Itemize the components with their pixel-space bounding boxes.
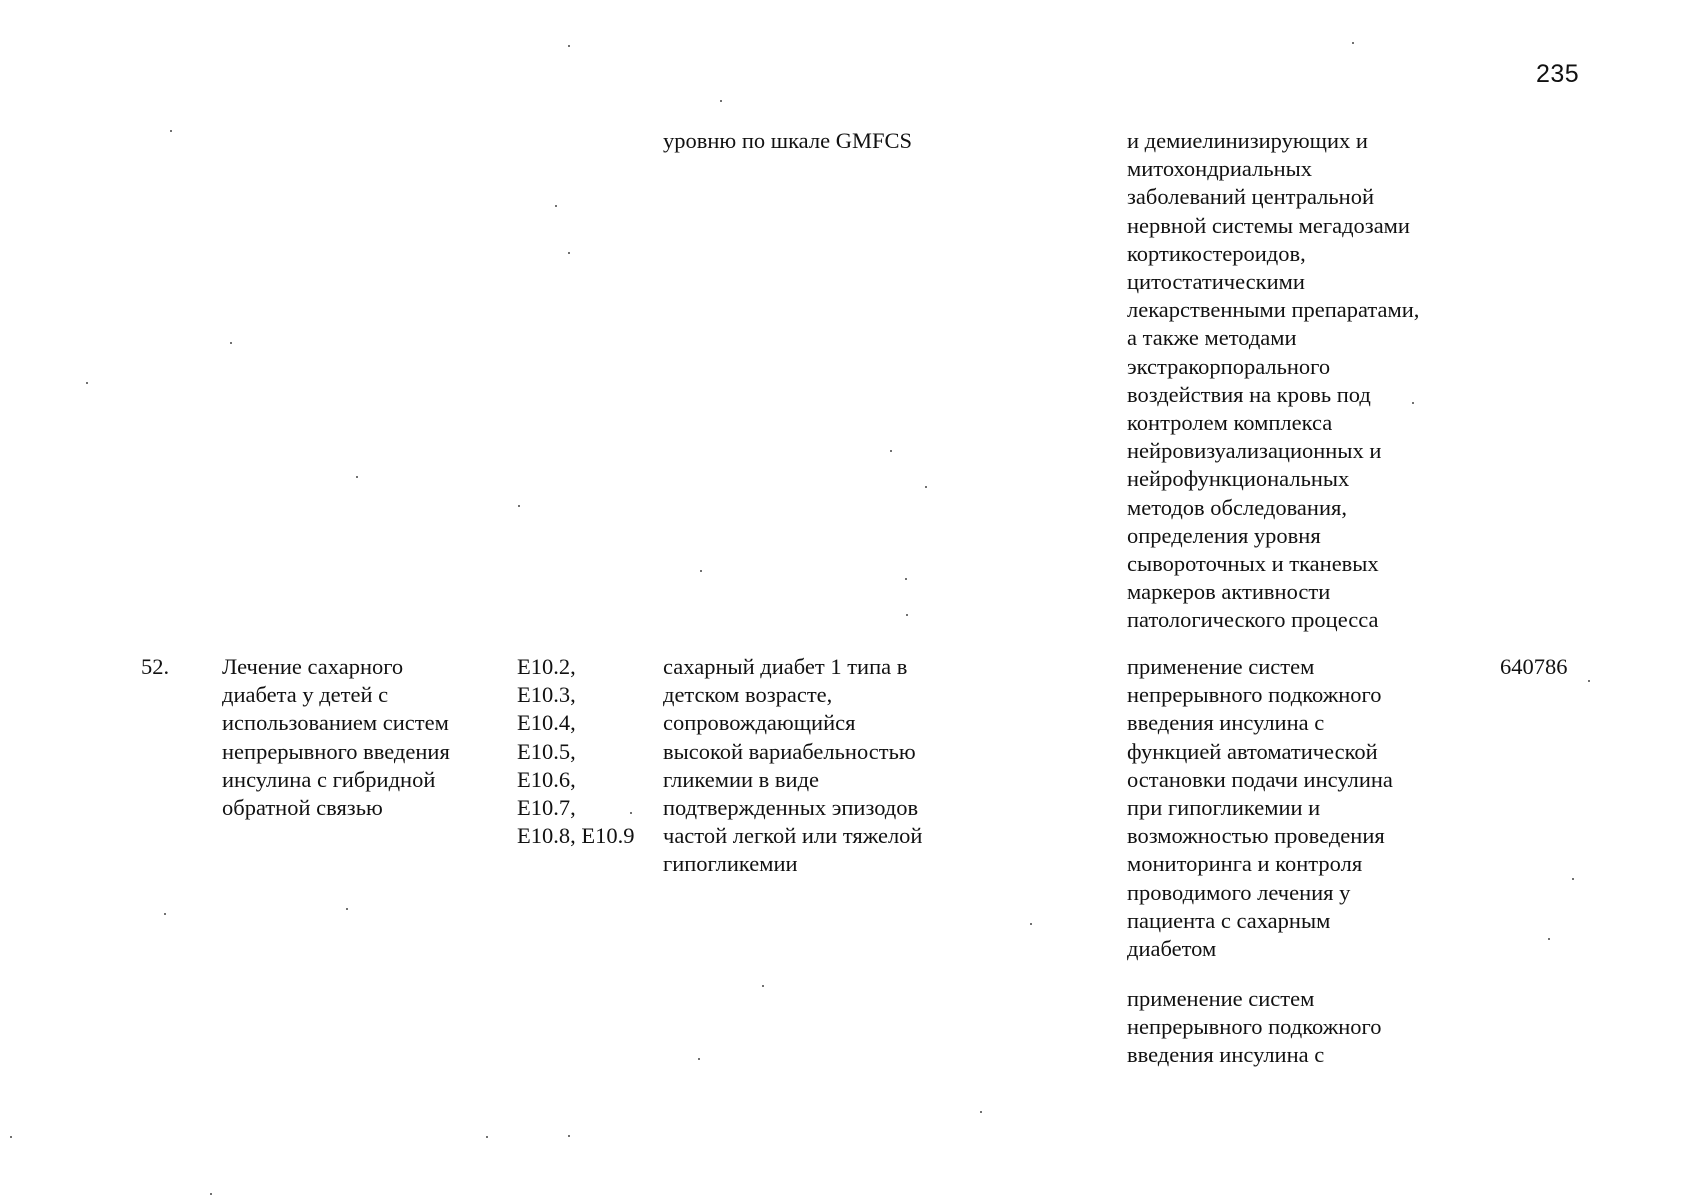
text-line: применение систем bbox=[1127, 654, 1315, 679]
text-line: обратной связью bbox=[222, 795, 383, 821]
text-line: экстракорпорального bbox=[1127, 353, 1331, 379]
text-line: заболеваний центральной bbox=[1127, 184, 1374, 210]
text-line: E10.7, bbox=[517, 795, 576, 821]
scan-speck bbox=[164, 913, 166, 915]
text-line: нервной системы мегадозами bbox=[1127, 212, 1410, 238]
scan-speck bbox=[698, 1058, 700, 1060]
scan-speck bbox=[1352, 42, 1354, 44]
scan-speck bbox=[346, 908, 348, 910]
text-line: методов обследования, bbox=[1127, 494, 1347, 520]
text-line: детском возрасте, bbox=[663, 682, 833, 708]
text-line: и демиелинизирующих и bbox=[1127, 128, 1368, 153]
text-line: диабетом bbox=[1127, 936, 1217, 962]
scan-speck bbox=[700, 570, 702, 572]
text-line: высокой вариабельностью bbox=[663, 738, 916, 764]
text-line: введения инсулина с bbox=[1127, 1042, 1325, 1068]
text-line: патологического процесса bbox=[1127, 607, 1379, 633]
scan-speck bbox=[925, 486, 927, 488]
text-line: непрерывного подкожного bbox=[1127, 682, 1382, 708]
text-line: маркеров активности bbox=[1127, 579, 1331, 605]
scan-speck bbox=[555, 205, 557, 207]
text-line: E10.2, bbox=[517, 654, 576, 679]
text-line: использованием систем bbox=[222, 710, 449, 736]
text-line: E10.6, bbox=[517, 766, 576, 792]
scan-speck bbox=[720, 100, 722, 102]
text-line: Лечение сахарного bbox=[222, 654, 404, 679]
text-line: нейровизуализационных и bbox=[1127, 438, 1382, 464]
page-number: 235 bbox=[1536, 60, 1580, 88]
text-line: мониторинга и контроля bbox=[1127, 851, 1363, 877]
row-patient-model bbox=[663, 653, 922, 879]
text-line: сопровождающийся bbox=[663, 710, 856, 736]
scan-speck bbox=[890, 450, 892, 452]
text-line: проводимого лечения у bbox=[1127, 879, 1351, 905]
text-line: E10.4, bbox=[517, 710, 576, 736]
text-line: непрерывного подкожного bbox=[1127, 1014, 1382, 1040]
text-line: частой легкой или тяжелой bbox=[663, 823, 923, 849]
scan-speck bbox=[1030, 923, 1032, 925]
text-line: сывороточных и тканевых bbox=[1127, 551, 1379, 577]
scan-speck bbox=[630, 812, 632, 814]
text-line: гипогликемии bbox=[663, 851, 798, 877]
row-cost: 640786 bbox=[1500, 654, 1568, 679]
scan-speck bbox=[486, 1136, 488, 1138]
continuation-method-text bbox=[1127, 127, 1419, 635]
text-line: функцией автоматической bbox=[1127, 738, 1378, 764]
text-line: а также методами bbox=[1127, 325, 1297, 351]
continuation-model-text: уровню по шкале GMFCS bbox=[663, 128, 912, 153]
scan-speck bbox=[906, 614, 908, 616]
text-line: при гипогликемии и bbox=[1127, 795, 1321, 821]
text-line: диабета у детей с bbox=[222, 682, 389, 708]
text-line: введения инсулина с bbox=[1127, 710, 1325, 736]
row-diagnosis-codes bbox=[517, 653, 635, 850]
text-line: контролем комплекса bbox=[1127, 410, 1333, 436]
text-line: возможностью проведения bbox=[1127, 823, 1385, 849]
row-name bbox=[222, 653, 450, 822]
scan-speck bbox=[568, 1135, 570, 1137]
scan-speck bbox=[1588, 680, 1590, 682]
text-line: применение систем bbox=[1127, 986, 1315, 1011]
scan-speck bbox=[10, 1136, 12, 1138]
text-line: остановки подачи инсулина bbox=[1127, 766, 1393, 792]
scan-speck bbox=[905, 578, 907, 580]
scan-speck bbox=[1412, 402, 1414, 404]
row-number: 52. bbox=[141, 654, 170, 679]
text-line: цитостатическими bbox=[1127, 269, 1305, 295]
scan-speck bbox=[980, 1111, 982, 1113]
scan-speck bbox=[568, 45, 570, 47]
text-line: кортикостероидов, bbox=[1127, 240, 1306, 266]
scan-speck bbox=[762, 985, 764, 987]
scan-speck bbox=[86, 382, 88, 384]
scan-speck bbox=[568, 252, 570, 254]
row-treatment-method-1 bbox=[1127, 653, 1393, 963]
text-line: инсулина с гибридной bbox=[222, 766, 436, 792]
scan-speck bbox=[1572, 878, 1574, 880]
text-line: непрерывного введения bbox=[222, 738, 450, 764]
text-line: митохондриальных bbox=[1127, 156, 1313, 182]
scan-speck bbox=[170, 130, 172, 132]
text-line: гликемии в виде bbox=[663, 766, 820, 792]
text-line: воздействия на кровь под bbox=[1127, 381, 1371, 407]
scan-speck bbox=[518, 505, 520, 507]
text-line: E10.8, E10.9 bbox=[517, 823, 635, 849]
text-line: E10.3, bbox=[517, 682, 576, 708]
scan-speck bbox=[356, 476, 358, 478]
text-line: определения уровня bbox=[1127, 522, 1321, 548]
text-line: нейрофункциональных bbox=[1127, 466, 1350, 492]
text-line: подтвержденных эпизодов bbox=[663, 795, 919, 821]
text-line: сахарный диабет 1 типа в bbox=[663, 654, 908, 679]
text-line: пациента с сахарным bbox=[1127, 907, 1331, 933]
row-treatment-method-2 bbox=[1127, 985, 1381, 1070]
scan-speck bbox=[1548, 938, 1550, 940]
text-line: лекарственными препаратами, bbox=[1127, 297, 1420, 323]
text-line: E10.5, bbox=[517, 738, 576, 764]
scan-speck bbox=[210, 1193, 212, 1195]
scan-speck bbox=[230, 342, 232, 344]
